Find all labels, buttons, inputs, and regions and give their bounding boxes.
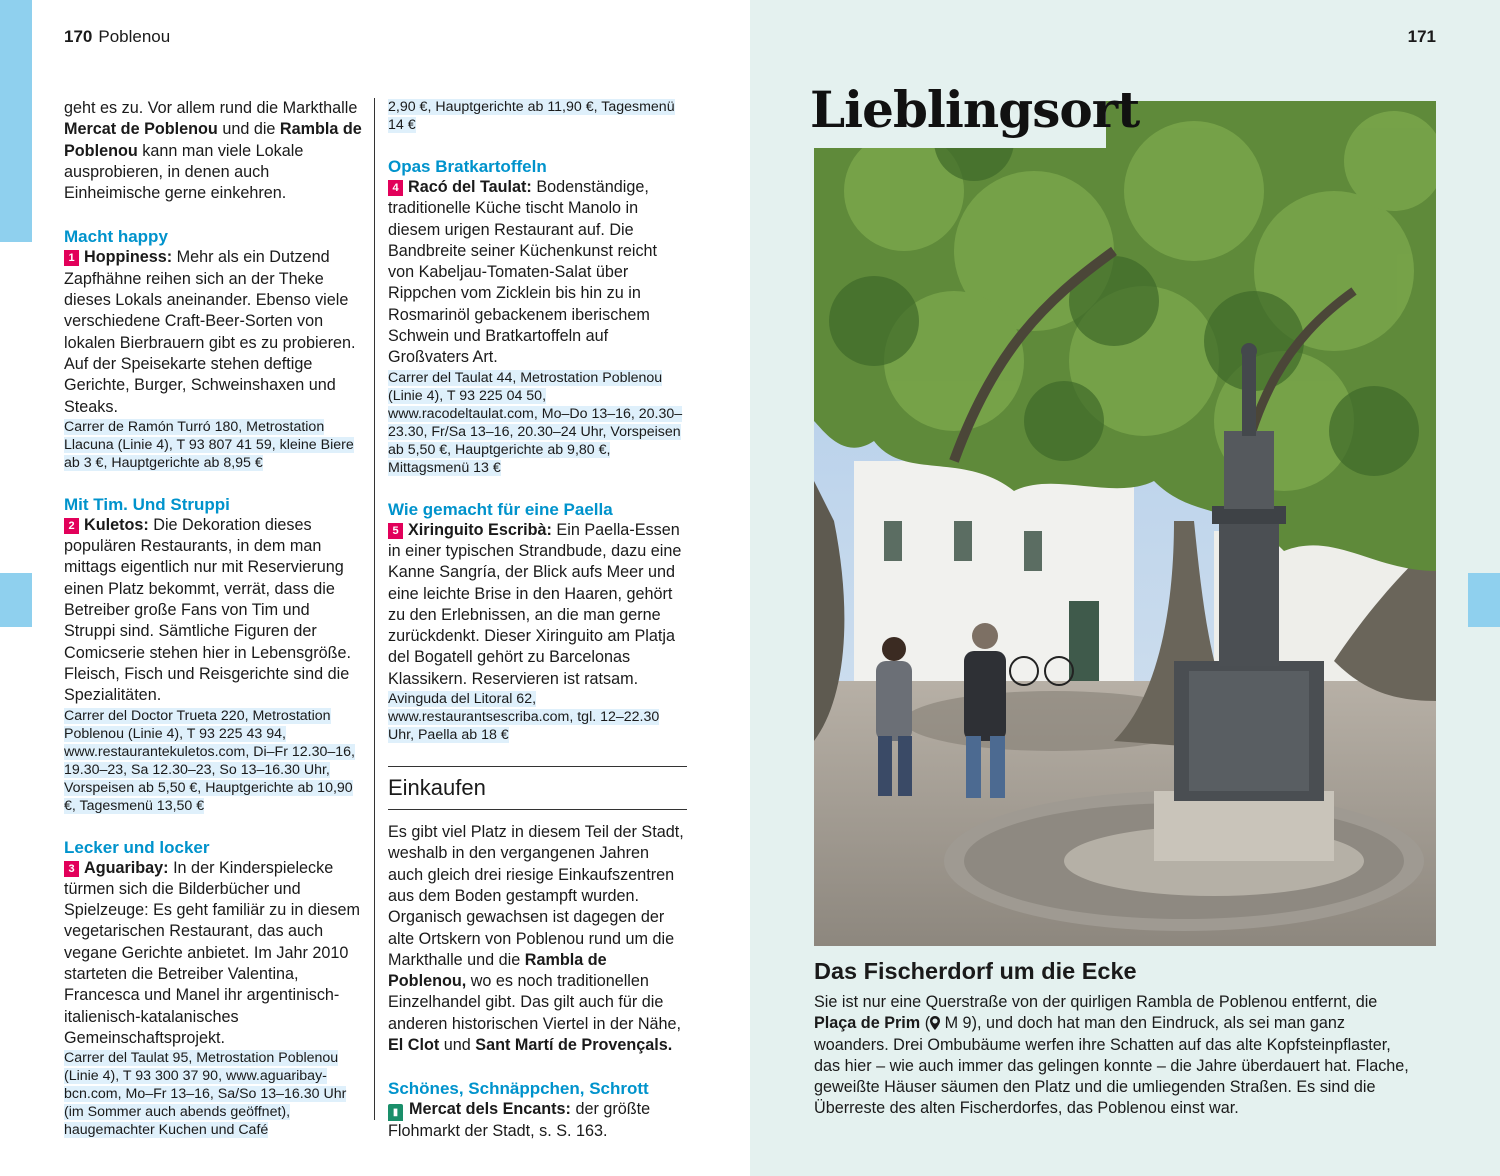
entry-name: Hoppiness: xyxy=(84,248,173,267)
intro-text-3: kann man viele Lokale ausprobieren, in denen auch Einheimische gerne einkehren. xyxy=(64,141,304,203)
intro-paragraph xyxy=(64,98,363,204)
shopping-bold-3: Sant Martí de Provençals. xyxy=(475,1036,673,1055)
feature-text-1: Sie ist nur eine Querstraße von der quirligen Rambla de Poblenou entfernt, die xyxy=(814,993,1378,1011)
paren-open: ( xyxy=(924,1014,931,1033)
entry-name: Kuletos: xyxy=(84,515,149,534)
entry-info-text: 2,90 €, Hauptgerichte ab 11,90 €, Tagesmenü 14 € xyxy=(388,99,675,133)
section-title-einkaufen: Einkaufen xyxy=(388,766,687,810)
entry-name: Aguaribay: xyxy=(84,858,169,877)
column-2 xyxy=(388,98,687,1143)
shopping-text-3: und xyxy=(443,1036,471,1055)
entry-info-text: Carrer de Ramón Turró 180, Metrostation Llacuna (Linie 4), T 93 807 41 59, kleine Biere ab 3 €, Hauptgerichte ab 8,95 € xyxy=(64,418,354,471)
plaza-photo-icon xyxy=(814,101,1436,946)
entry-heading: Mit Tim. Und Struppi xyxy=(64,494,230,514)
entry-heading: Macht happy xyxy=(64,227,168,247)
entry-heading: Wie gemacht für eine Paella xyxy=(388,499,613,519)
entry-description: Die Dekoration dieses populären Restaurants, in dem man mittags eigentlich nur mit Reservierung einen Platz bekommt, verrät, dass die Betreiber große Fans von Tim und Struppi sind. Sämtliche Figuren der Comicserie stehen hier in Lebensgröße. Fleisch, Fisch und Reisgerichte sind die Spezialitäten. xyxy=(64,515,352,705)
entry-name: Mercat dels Encants: xyxy=(409,1100,571,1119)
thumb-tab-middle xyxy=(0,573,32,627)
entry-description: der größte Flohmarkt der Stadt, s. S. 163. xyxy=(388,1100,651,1141)
entry-info-text: Carrer del Doctor Trueta 220, Metrostation Poblenou (Linie 4), T 93 225 43 94, www.restaurantekuletos.com, Di–Fr 12.30–16, 19.30–23, Sa 12.30–23, So 13–16.30 Uhr, Vorspeisen ab 5,50 €, Hauptgerichte ab 10,90 €, Tagesmenü 13,50 € xyxy=(64,707,355,814)
entry-info-text: Avinguda del Litoral 62, www.restaurantsescriba.com, tgl. 12–22.30 Uhr, Paella ab 18 € xyxy=(388,691,660,744)
entry-info-text: Carrer del Taulat 95, Metrostation Poblenou (Linie 4), T 93 300 37 90, www.aguaribay-bcn.com, Mo–Fr 13–16, Sa/So 13–16.30 Uhr (im Sommer auch abends geöffnet), haugemachter Kuchen und Café xyxy=(64,1050,347,1139)
number-badge: 5 xyxy=(388,523,403,539)
column-rule xyxy=(374,98,375,1120)
plaza-photo-illustration xyxy=(814,101,1436,946)
number-badge: 2 xyxy=(64,518,79,534)
entry-text xyxy=(388,177,687,369)
thumb-tab-top xyxy=(0,0,32,242)
entry-text xyxy=(64,858,363,1050)
entry-info xyxy=(64,418,363,472)
entry-xiringuito xyxy=(388,499,687,744)
entry-info-text: Carrer del Taulat 44, Metrostation Poblenou (Linie 4), T 93 225 04 50, www.racodeltaulat.com, Mo–Do 13–16, 20.30–23.30, Fr/Sa 13–16, 20.30–24 Uhr, Vorspeisen ab 5,50 €, Hauptgerichte ab 9,80 €, Mittagsmenü 13 € xyxy=(388,369,683,476)
entry-text xyxy=(388,1099,687,1142)
entry-description: Ein Paella-Essen in einer typischen Strandbude, dazu eine Kanne Sangría, der Blick aufs Meer und eine leichte Brise in den Haaren, gehört zu den Erlebnissen, an die man gerne zurückdenkt. Dieser Xiringuito am Platja del Bogatell gehört zu Barcelonas Klassikern. Reservieren ist ratsam. xyxy=(388,520,682,688)
shopping-bold-1: Rambla de Poblenou, xyxy=(388,950,607,991)
shopping-text-2: wo es noch traditionellen Einzelhandel gibt. Das gilt auch für die anderen historischen Viertel in der Nähe, xyxy=(388,972,682,1033)
shopping-section xyxy=(388,766,687,1143)
intro-bold-1: Mercat de Poblenou xyxy=(64,120,218,139)
running-head-left xyxy=(64,27,170,47)
intro-text-1: geht es zu. Vor allem rund die Markthalle xyxy=(64,99,358,117)
number-badge: 3 xyxy=(64,861,79,877)
entry-text xyxy=(388,520,687,690)
page-number-left: 170 xyxy=(64,27,93,46)
entry-heading: Lecker und locker xyxy=(64,837,210,857)
map-pin-icon xyxy=(930,1016,940,1030)
entry-raco-del-taulat xyxy=(388,156,687,477)
lieblingsort-title: Lieblingsort xyxy=(810,80,1140,139)
shopping-bag-icon: ▮ xyxy=(388,1104,403,1121)
thumb-tab-right xyxy=(1468,573,1500,627)
section-name: Poblenou xyxy=(98,27,171,46)
entry-description: Bodenständige, traditionelle Küche tischt Manolo in diesem urigen Restaurant auf. Die Bandbreite seiner Küchenkunst reicht von Kabeljau-Tomaten-Salat über Rippchen vom Zicklein bis hin zu in Rosmarinöl gebackenem iberischem Schwein und Bratkartoffeln auf Großvaters Art. xyxy=(388,178,658,367)
number-badge: 4 xyxy=(388,180,403,196)
entry-info xyxy=(64,707,363,815)
entry-info xyxy=(388,369,687,477)
number-badge: 1 xyxy=(64,250,79,266)
entry-text xyxy=(64,247,363,417)
intro-text-2: und die xyxy=(222,120,276,139)
entry-name: Racó del Taulat: xyxy=(408,178,532,196)
entry-info-continued xyxy=(388,98,687,134)
feature-bold-place: Plaça de Prim xyxy=(814,1014,921,1033)
entry-aguaribay xyxy=(64,837,363,1140)
entry-description: In der Kinderspielecke türmen sich die Bilderbücher und Spielzeuge: Es geht familiär zu in diesem vegetarischen Restaurant, das auch vegane Gerichte anbietet. Im Jahr 2010 starteten die Betreiber Valentina, Francesca und Manel ihr argentinisch-italienisch-katalanisches Gemeinschaftsprojekt. xyxy=(64,858,361,1047)
entry-info xyxy=(64,1049,363,1139)
entry-description: Mehr als ein Dutzend Zapfhähne reihen sich an der Theke dieses Lokals aneinander. Ebenso viele verschiedene Craft-Beer-Sorten von lokalen Bierbrauern gibt es zu probieren. Auf der Speisekarte stehen deftige Gerichte, Burger, Schweinshaxen und Steaks. xyxy=(64,248,356,416)
feature-text-2: ), und doch hat man den Eindruck, als sei man ganz woanders. Drei Ombubäume werfen ihre Schatten auf das alte Kopfsteinpflaster, das hier – wie auch immer das gelingen konnte – die Jahre überdauert hat. Flache, geweißte Häuser säumen den Platz und die umliegenden Straßen. Es sind die Überreste des alten Fischerdorfes, das Poblenou einst war. xyxy=(814,1014,1409,1118)
entry-kuletos xyxy=(64,494,363,815)
map-reference: M 9 xyxy=(944,1014,972,1033)
page-number-right: 171 xyxy=(1407,27,1436,46)
shopping-bold-2: El Clot xyxy=(388,1036,440,1055)
entry-hoppiness xyxy=(64,226,363,471)
feature-paragraph xyxy=(814,992,1414,1120)
entry-info xyxy=(388,690,687,744)
entry-text xyxy=(64,515,363,707)
feature-title: Das Fischerdorf um die Ecke xyxy=(814,958,1137,984)
entry-heading: Schönes, Schnäppchen, Schrott xyxy=(388,1079,649,1099)
entry-heading: Opas Bratkartoffeln xyxy=(388,157,547,176)
entry-name: Xiringuito Escribà: xyxy=(408,520,552,539)
shopping-paragraph xyxy=(388,822,687,1056)
column-1 xyxy=(64,98,363,1139)
shopping-text-1: Es gibt viel Platz in diesem Teil der Stadt, weshalb in den vergangenen Jahren auch gleich drei riesige Einkaufszentren aus dem Boden gestampft wurden. Organisch gewachsen ist dagegen der alte Ortskern von Poblenou rund um die Markthalle und die xyxy=(388,823,684,969)
intro-bold-2: Rambla de Poblenou xyxy=(64,120,362,160)
